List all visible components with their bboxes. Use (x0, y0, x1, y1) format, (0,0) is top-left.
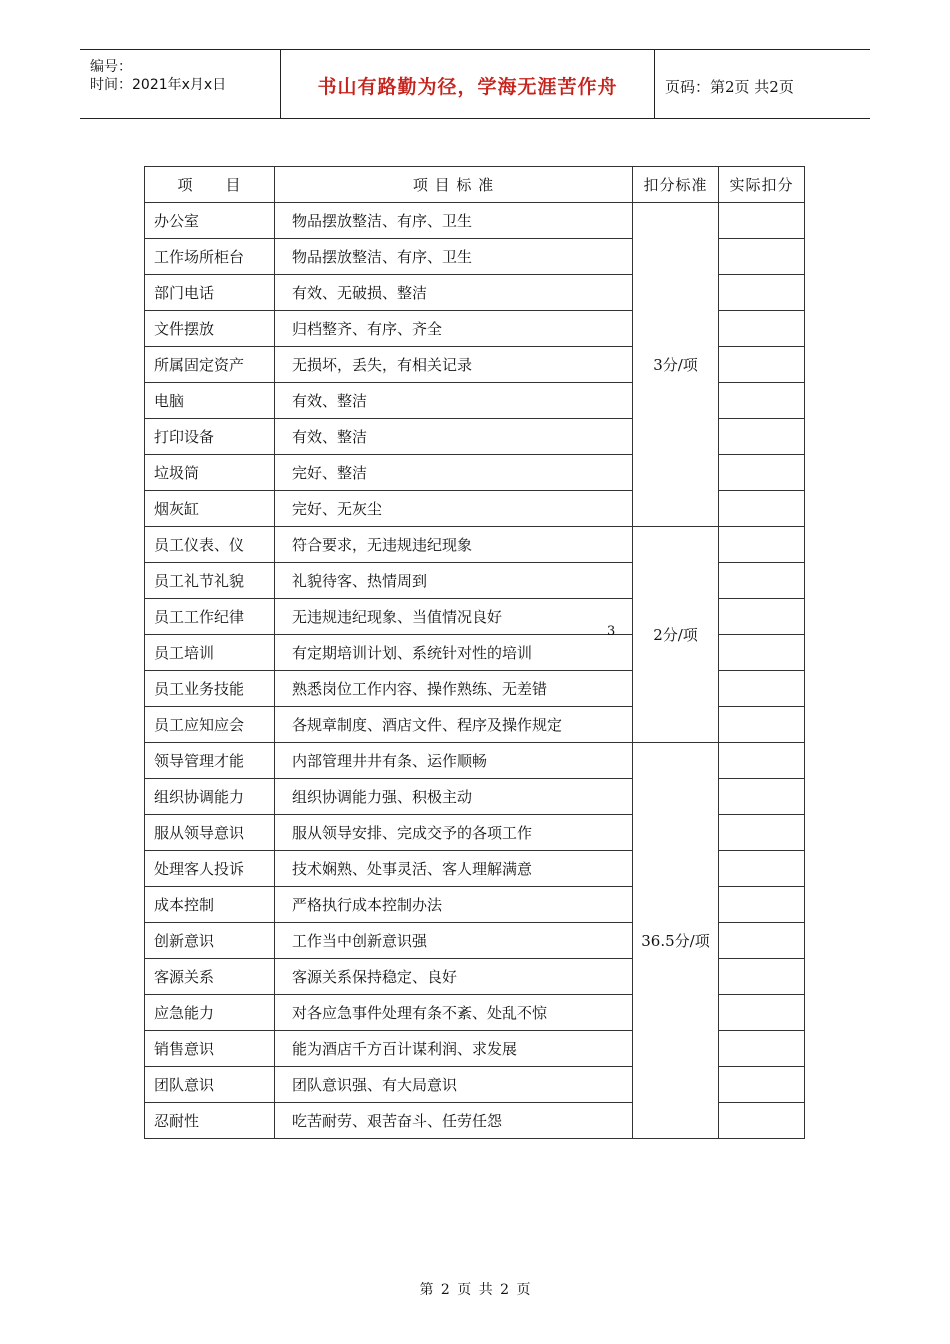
standard-cell: 有定期培训计划、系统针对性的培训 (275, 635, 633, 671)
deduction-value: 3分/项 (653, 355, 698, 374)
deduction-standard-cell (633, 743, 719, 1139)
actual-deduction-cell[interactable] (719, 671, 805, 707)
item-cell: 文件摆放 (145, 311, 275, 347)
item-cell: 部门电话 (145, 275, 275, 311)
actual-deduction-cell[interactable] (719, 203, 805, 239)
table-row (145, 203, 805, 239)
header-deduction-standard: 扣分标准 (633, 167, 719, 203)
item-cell: 成本控制 (145, 887, 275, 923)
item-cell: 所属固定资产 (145, 347, 275, 383)
item-cell: 创新意识 (145, 923, 275, 959)
actual-deduction-cell[interactable] (719, 635, 805, 671)
actual-deduction-cell[interactable] (719, 455, 805, 491)
item-cell: 垃圾筒 (145, 455, 275, 491)
item-cell: 团队意识 (145, 1067, 275, 1103)
header-motto-cell (281, 50, 655, 118)
number-label: 编号： (90, 59, 132, 75)
standard-cell: 完好、无灰尘 (275, 491, 633, 527)
actual-deduction-cell[interactable] (719, 311, 805, 347)
standard-cell: 有效、无破损、整洁 (275, 275, 633, 311)
standard-cell: 技术娴熟、处事灵活、客人理解满意 (275, 851, 633, 887)
standard-cell: 组织协调能力强、积极主动 (275, 779, 633, 815)
actual-deduction-cell[interactable] (719, 887, 805, 923)
deduction-standard-cell (633, 203, 719, 527)
item-cell: 烟灰缸 (145, 491, 275, 527)
item-cell: 应急能力 (145, 995, 275, 1031)
actual-deduction-cell[interactable] (719, 959, 805, 995)
item-cell: 电脑 (145, 383, 275, 419)
item-cell: 员工培训 (145, 635, 275, 671)
standard-cell: 能为酒店千方百计谋利润、求发展 (275, 1031, 633, 1067)
standard-cell: 归档整齐、有序、齐全 (275, 311, 633, 347)
item-cell: 员工礼节礼貌 (145, 563, 275, 599)
actual-deduction-cell[interactable] (719, 1031, 805, 1067)
standard-cell: 各规章制度、酒店文件、程序及操作规定 (275, 707, 633, 743)
deduction-value: 2分/项 (653, 625, 698, 644)
actual-deduction-cell[interactable] (719, 491, 805, 527)
actual-deduction-cell[interactable] (719, 599, 805, 635)
item-cell: 办公室 (145, 203, 275, 239)
actual-deduction-cell[interactable] (719, 923, 805, 959)
standard-cell: 完好、整洁 (275, 455, 633, 491)
standard-cell: 有效、整洁 (275, 383, 633, 419)
standard-cell: 礼貌待客、热情周到 (275, 563, 633, 599)
table-row (145, 527, 805, 563)
actual-deduction-cell[interactable] (719, 995, 805, 1031)
deduction-value: 36.5分/项 (641, 931, 710, 950)
table-header-row (145, 167, 805, 203)
page-footer: 第 2 页 共 2 页 (419, 1282, 531, 1298)
actual-deduction-cell[interactable] (719, 347, 805, 383)
standard-cell: 服从领导安排、完成交予的各项工作 (275, 815, 633, 851)
item-cell: 客源关系 (145, 959, 275, 995)
actual-deduction-cell[interactable] (719, 563, 805, 599)
deduction-standard-cell (607, 527, 719, 743)
actual-deduction-cell[interactable] (719, 851, 805, 887)
standard-cell: 物品摆放整洁、有序、卫生 (275, 239, 633, 275)
item-cell: 打印设备 (145, 419, 275, 455)
item-cell: 组织协调能力 (145, 779, 275, 815)
actual-deduction-cell[interactable] (719, 1067, 805, 1103)
actual-deduction-cell[interactable] (719, 383, 805, 419)
standard-cell: 熟悉岗位工作内容、操作熟练、无差错 (275, 671, 633, 707)
item-cell: 处理客人投诉 (145, 851, 275, 887)
time-label: 时间：2021年x月x日 (90, 77, 227, 93)
standard-cell: 严格执行成本控制办法 (275, 887, 633, 923)
header-page-cell (655, 50, 870, 118)
actual-deduction-cell[interactable] (719, 707, 805, 743)
motto-text: 书山有路勤为径，学海无涯苦作舟 (317, 76, 618, 98)
standard-cell: 内部管理井井有条、运作顺畅 (275, 743, 633, 779)
standard-cell: 团队意识强、有大局意识 (275, 1067, 633, 1103)
actual-deduction-cell[interactable] (719, 419, 805, 455)
actual-deduction-cell[interactable] (719, 527, 805, 563)
item-cell: 领导管理才能 (145, 743, 275, 779)
item-cell: 忍耐性 (145, 1103, 275, 1139)
actual-deduction-cell[interactable] (719, 239, 805, 275)
table-row (145, 743, 805, 779)
actual-deduction-cell[interactable] (719, 275, 805, 311)
standard-cell: 对各应急事件处理有条不紊、处乱不惊 (275, 995, 633, 1031)
standard-cell: 无损坏，丢失，有相关记录 (275, 347, 633, 383)
standard-cell: 工作当中创新意识强 (275, 923, 633, 959)
standard-cell: 无违规违纪现象、当值情况良好 (275, 599, 633, 635)
header-actual-deduction: 实际扣分 (719, 167, 805, 203)
header-left-cell (80, 50, 281, 118)
page-info: 页码：第2页 共2页 (665, 78, 794, 96)
stray-mark: 3 (607, 623, 616, 639)
header-item: 项 目 (145, 167, 275, 203)
actual-deduction-cell[interactable] (719, 815, 805, 851)
item-cell: 员工业务技能 (145, 671, 275, 707)
standard-cell: 有效、整洁 (275, 419, 633, 455)
actual-deduction-cell[interactable] (719, 779, 805, 815)
item-cell: 工作场所柜台 (145, 239, 275, 275)
item-cell: 销售意识 (145, 1031, 275, 1067)
page-header (80, 49, 870, 119)
header-standard: 项 目 标 准 (275, 167, 633, 203)
assessment-table (144, 166, 805, 1139)
standard-cell: 客源关系保持稳定、良好 (275, 959, 633, 995)
standard-cell: 物品摆放整洁、有序、卫生 (275, 203, 633, 239)
actual-deduction-cell[interactable] (719, 1103, 805, 1139)
actual-deduction-cell[interactable] (719, 743, 805, 779)
item-cell: 员工工作纪律 (145, 599, 275, 635)
item-cell: 员工仪表、仪 (145, 527, 275, 563)
standard-cell: 吃苦耐劳、艰苦奋斗、任劳任怨 (275, 1103, 633, 1139)
item-cell: 员工应知应会 (145, 707, 275, 743)
standard-cell: 符合要求，无违规违纪现象 (275, 527, 633, 563)
item-cell: 服从领导意识 (145, 815, 275, 851)
